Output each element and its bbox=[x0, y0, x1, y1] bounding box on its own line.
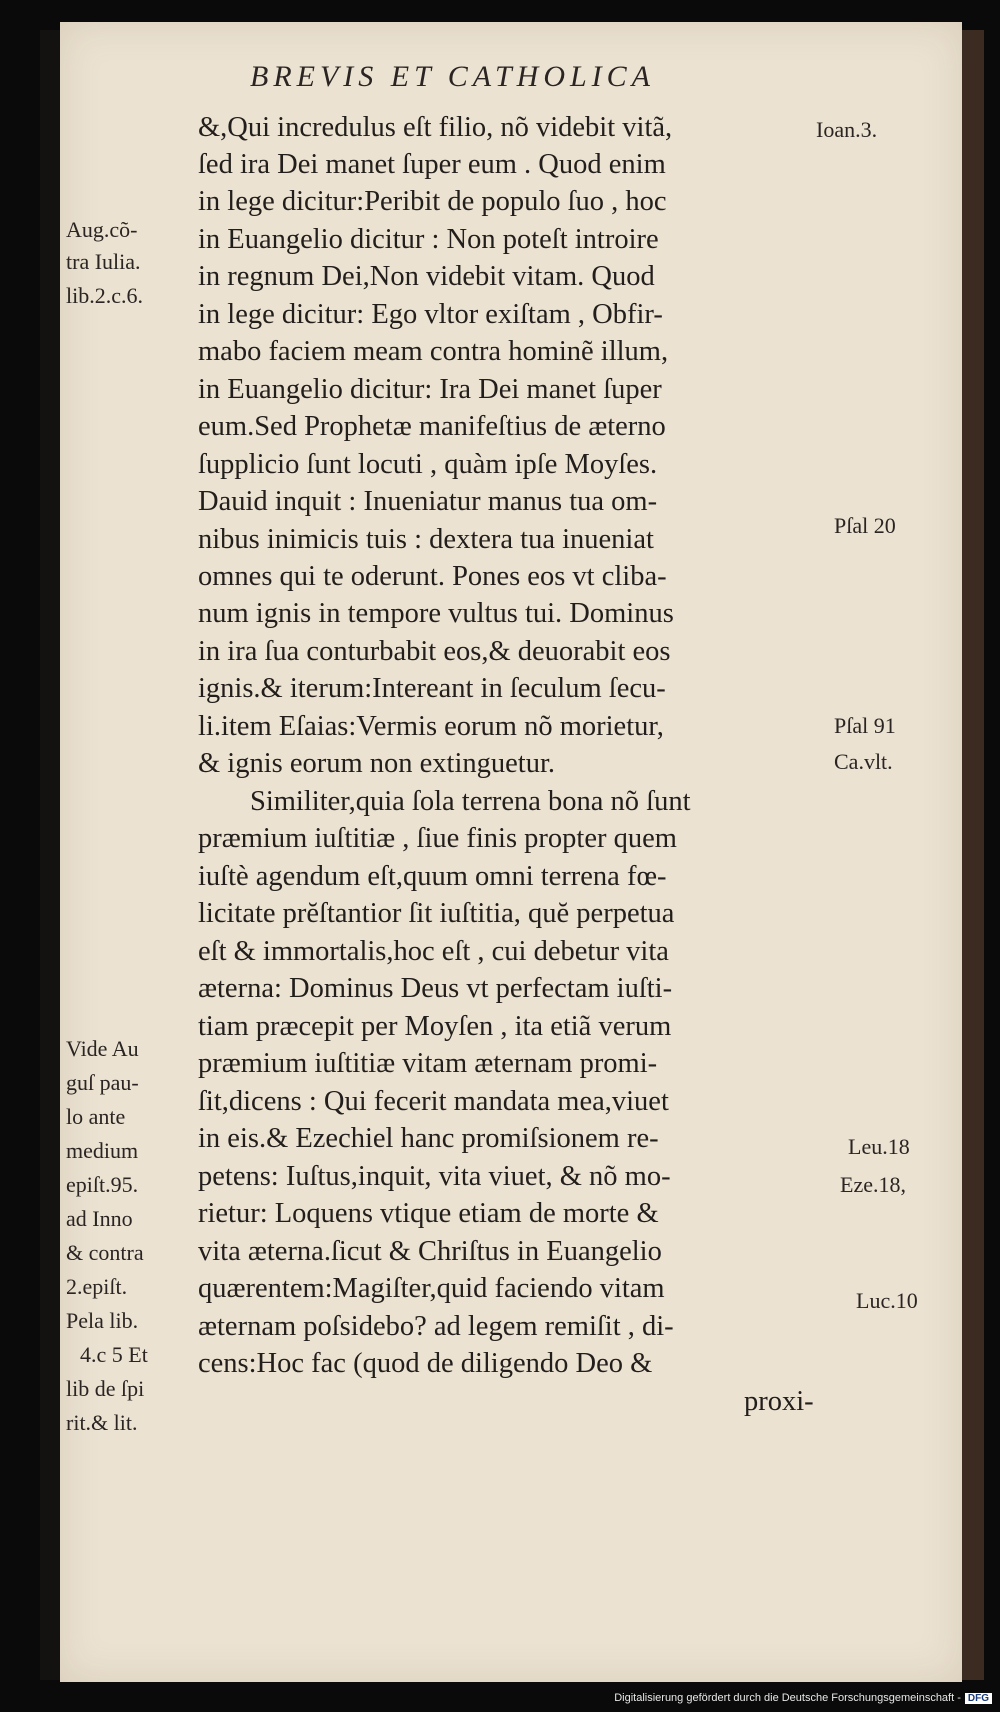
text-line: & ignis eorum non extinguetur. bbox=[198, 748, 556, 779]
text-line: petens: Iuſtus,inquit, vita viuet, & nõ mo- bbox=[198, 1161, 671, 1192]
text-line: præmium iuſtitiæ vitam æternam promi- bbox=[198, 1048, 658, 1079]
text-line: æterna: Dominus Deus vt perfectam iuſti- bbox=[198, 973, 673, 1004]
margin-note-right: Ca.vlt. bbox=[834, 749, 893, 774]
text-line: iuſtè agendum eſt,quum omni terrena fœ- bbox=[198, 861, 667, 892]
credit-text: Digitalisierung gefördert durch die Deutsche Forschungsgemeinschaft - bbox=[614, 1692, 961, 1704]
margin-note-right: Luc.10 bbox=[856, 1288, 918, 1313]
book-gutter-shadow bbox=[40, 30, 60, 1680]
text-line: Dauid inquit : Inueniatur manus tua om- bbox=[198, 486, 658, 517]
margin-note-left: ad Inno bbox=[66, 1206, 133, 1231]
margin-note-left: Aug.cõ- bbox=[66, 217, 138, 242]
margin-note-left: rit.& lit. bbox=[66, 1410, 138, 1435]
text-line: &,Qui incredulus eſt filio, nõ videbit vitã, bbox=[198, 112, 673, 143]
margin-note-left: 4.c 5 Et bbox=[80, 1342, 148, 1367]
text-line: omnes qui te oderunt. Pones eos vt cliba- bbox=[198, 561, 667, 592]
catchword: proxi- bbox=[744, 1386, 814, 1417]
margin-note-right: Ioan.3. bbox=[816, 117, 878, 142]
text-line: li.item Eſaias:Vermis eorum nõ morietur, bbox=[198, 711, 664, 742]
text-line: in lege dicitur: Ego vltor exiſtam , Obfir- bbox=[198, 299, 663, 330]
text-line: in Euangelio dicitur : Non poteſt introire bbox=[198, 224, 659, 255]
text-line: in lege dicitur:Peribit de populo ſuo , hoc bbox=[198, 186, 667, 217]
text-line: Similiter,quia ſola terrena bona nõ ſunt bbox=[250, 786, 691, 817]
text-line: rietur: Loquens vtique etiam de morte & bbox=[198, 1198, 659, 1229]
page-edge bbox=[962, 30, 984, 1680]
margin-note-left: 2.epiſt. bbox=[66, 1274, 128, 1299]
text-line: quærentem:Magiſter,quid faciendo vitam bbox=[198, 1273, 665, 1304]
text-line: in regnum Dei,Non videbit vitam. Quod bbox=[198, 261, 655, 292]
margin-note-left: epiſt.95. bbox=[66, 1172, 139, 1197]
margin-note-left: Pela lib. bbox=[66, 1308, 139, 1333]
margin-note-right: Eze.18, bbox=[840, 1172, 906, 1197]
margin-note-left: guſ pau- bbox=[66, 1070, 139, 1095]
dfg-logo: DFG bbox=[965, 1693, 992, 1704]
text-line: vita æterna.ſicut & Chriſtus in Euangelio bbox=[198, 1236, 662, 1267]
text-line: cens:Hoc fac (quod de diligendo Deo & bbox=[198, 1348, 653, 1379]
text-line: ſed ira Dei manet ſuper eum . Quod enim bbox=[198, 149, 666, 180]
text-line: ſit,dicens : Qui fecerit mandata mea,viuet bbox=[198, 1086, 669, 1117]
text-line: mabo faciem meam contra hominẽ illum, bbox=[198, 336, 669, 367]
text-line: eſt & immortalis,hoc eſt , cui debetur vita bbox=[198, 936, 669, 967]
text-line: num ignis in tempore vultus tui. Dominus bbox=[198, 598, 674, 629]
text-line: eum.Sed Prophetæ manifeſtius de æterno bbox=[198, 411, 666, 442]
margin-note-right: Pſal 91 bbox=[834, 713, 896, 738]
text-line: tiam præcepit per Moyſen , ita etiã verum bbox=[198, 1011, 672, 1042]
text-line: æternam poſsidebo? ad legem remiſit , di- bbox=[198, 1311, 674, 1342]
margin-note-right: Leu.18 bbox=[848, 1134, 910, 1159]
text-line: ignis.& iterum:Intereant in ſeculum ſecu- bbox=[198, 673, 666, 704]
margin-note-left: tra Iulia. bbox=[66, 249, 141, 274]
text-line: licitate prĕſtantior ſit iuſtitia, quĕ perpetua bbox=[198, 898, 675, 929]
text-line: in eis.& Ezechiel hanc promiſsionem re- bbox=[198, 1123, 659, 1154]
margin-note-left: lib de ſpi bbox=[66, 1376, 145, 1401]
margin-note-left: Vide Au bbox=[66, 1036, 139, 1061]
margin-note-left: & contra bbox=[66, 1240, 144, 1265]
margin-note-left: lo ante bbox=[66, 1104, 126, 1129]
text-line: in Euangelio dicitur: Ira Dei manet ſuper bbox=[198, 374, 662, 405]
text-line: nibus inimicis tuis : dextera tua inueniat bbox=[198, 524, 654, 555]
text-line: præmium iuſtitiæ , ſiue finis propter quem bbox=[198, 823, 677, 854]
running-header: BREVIS ET CATHOLICA bbox=[250, 60, 656, 93]
margin-note-right: Pſal 20 bbox=[834, 513, 896, 538]
margin-note-left: lib.2.c.6. bbox=[66, 283, 143, 308]
digitization-credit bbox=[614, 1692, 992, 1704]
text-line: in ira ſua conturbabit eos,& deuorabit eos bbox=[198, 636, 671, 667]
margin-note-left: medium bbox=[66, 1138, 139, 1163]
text-line: ſupplicio ſunt locuti , quàm ipſe Moyſes. bbox=[198, 449, 658, 480]
